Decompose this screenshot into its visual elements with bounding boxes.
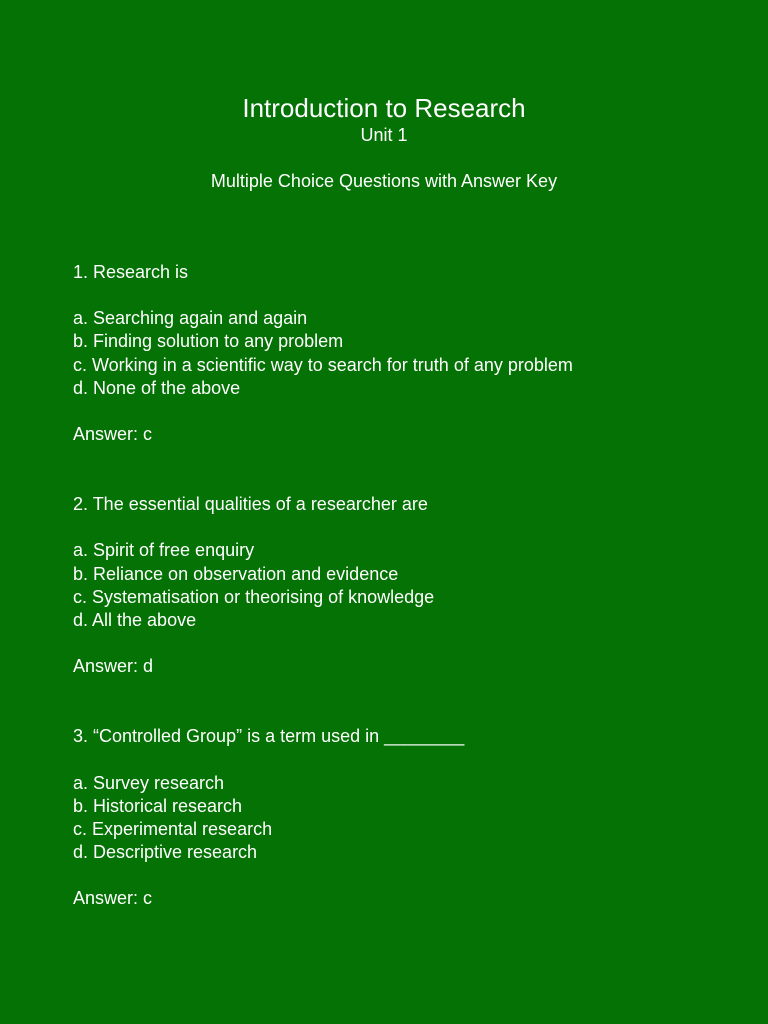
option-d: d. All the above	[73, 610, 197, 631]
document-title: Introduction to Research	[242, 93, 526, 123]
option-b: b. Reliance on observation and evidence	[73, 563, 399, 584]
option-a: a. Searching again and again	[73, 308, 308, 329]
option-b: b. Historical research	[73, 795, 243, 816]
option-d: d. None of the above	[73, 377, 241, 398]
question-2	[73, 493, 713, 678]
answer-key: Answer: c	[73, 424, 153, 445]
question-text: 3. “Controlled Group” is a term used in ________	[73, 726, 465, 747]
question-text: 1. Research is	[73, 262, 189, 282]
answer-key: Answer: d	[73, 656, 154, 677]
unit-label: Unit 1	[360, 125, 408, 145]
question-3	[73, 725, 713, 910]
question-1	[73, 261, 713, 446]
question-text: 2. The essential qualities of a researcher are	[73, 494, 428, 515]
option-b: b. Finding solution to any problem	[73, 331, 344, 352]
question-list	[73, 261, 713, 958]
option-list	[73, 539, 713, 632]
document-header	[0, 92, 768, 192]
option-c: c. Working in a scientific way to search for truth of any problem	[73, 354, 573, 375]
option-c: c. Experimental research	[73, 819, 273, 840]
option-c: c. Systematisation or theorising of knowledge	[73, 586, 435, 607]
answer-key: Answer: c	[73, 888, 153, 909]
option-a: a. Survey research	[73, 772, 225, 793]
document-subtitle: Multiple Choice Questions with Answer Key	[210, 171, 558, 191]
option-d: d. Descriptive research	[73, 842, 258, 863]
option-list	[73, 307, 713, 400]
option-a: a. Spirit of free enquiry	[73, 540, 255, 561]
option-list	[73, 772, 713, 865]
